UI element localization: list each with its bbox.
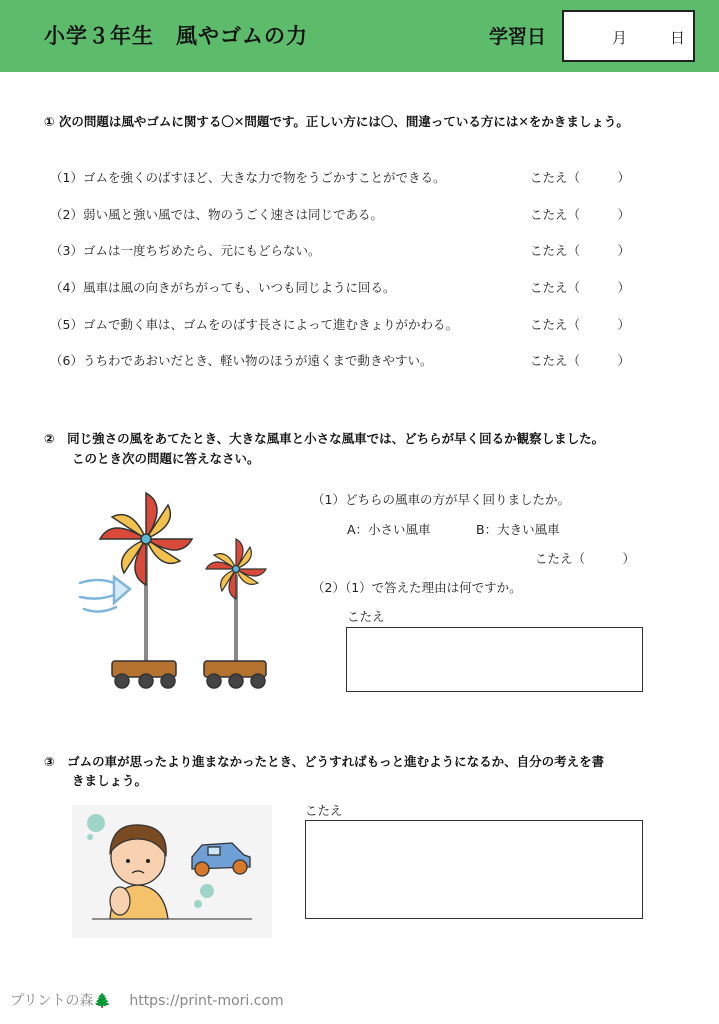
q2-heading-line1: ② 同じ強さの風をあてたとき、大きな風車と小さな風車では、どちらが早く回るか観察しました。: [44, 431, 605, 446]
pinwheel-illustration: [76, 485, 286, 695]
q1-item-6: （6）うちわであおいだとき、軽い物のほうが遠くまで動きやすい。: [50, 353, 433, 368]
q1-item-5: （5）ゴムで動く車は、ゴムをのばす長さによって進むきょりがかわる。: [50, 317, 458, 332]
q1-answer-3[interactable]: こたえ（ ）: [530, 243, 631, 258]
day-label: 日: [670, 29, 686, 47]
q1-item-3: （3）ゴムは一度ちぢめたら、元にもどらない。: [50, 243, 321, 258]
q1-item-1: （1）ゴムを強くのばすほど、大きな力で物をうごかすことができる。: [50, 170, 446, 185]
q2-box-label: こたえ: [347, 609, 385, 624]
thinking-boy-illustration: [72, 805, 272, 938]
q1-answer-6[interactable]: こたえ（ ）: [530, 353, 631, 368]
q1-item-2: （2）弱い風と強い風では、物のうごく速さは同じである。: [50, 207, 383, 222]
q3-box-label: こたえ: [305, 803, 343, 818]
q2-answer[interactable]: こたえ（ ）: [535, 551, 636, 566]
footer: [10, 990, 284, 1010]
q1-answer-2[interactable]: こたえ（ ）: [530, 207, 631, 222]
thought-bubble-icon: [87, 814, 105, 832]
q2-sub2: （2）（1）で答えた理由は何ですか。: [312, 580, 522, 595]
q3-heading-line2: きましょう。: [72, 773, 148, 788]
boy-icon: [110, 825, 168, 919]
q1-answer-1[interactable]: こたえ（ ）: [530, 170, 631, 185]
footer-brand: プリントの森🌲: [10, 993, 111, 1009]
q3-answer-box[interactable]: [305, 820, 643, 919]
q1-answer-5[interactable]: こたえ（ ）: [530, 317, 631, 332]
small-cart: [204, 661, 266, 688]
q2-answer-box[interactable]: [346, 627, 643, 692]
date-label: 学習日: [489, 26, 547, 48]
q1-answer-4[interactable]: こたえ（ ）: [530, 280, 631, 295]
q1-item-4: （4）風車は風の向きがちがっても、いつも同じように回る。: [50, 280, 396, 295]
small-pinwheel-icon: [206, 539, 266, 599]
q2-option-b: B：大きい風車: [476, 522, 560, 537]
large-pinwheel-icon: [100, 493, 192, 585]
q3-heading-line1: ③ ゴムの車が思ったより進まなかったとき、どうすればもっと進むようになるか、自分の考えを書: [44, 754, 605, 769]
q2-heading-line2: このとき次の問題に答えなさい。: [72, 451, 260, 466]
q1-heading: ① 次の問題は風やゴムに関する〇✕問題です。正しい方には〇、間違っている方には✕をかきましょう。: [44, 114, 629, 129]
footer-url[interactable]: https://print-mori.com: [129, 993, 284, 1009]
date-input-box[interactable]: [562, 10, 695, 62]
large-cart: [112, 661, 176, 688]
header-bar: [0, 0, 719, 72]
month-label: 月: [612, 29, 628, 47]
q2-sub1: （1）どちらの風車の方が早く回りましたか。: [312, 492, 570, 507]
worksheet-title: 小学３年生 風やゴムの力: [44, 24, 308, 48]
q2-option-a: A：小さい風車: [347, 522, 431, 537]
wind-arrow-icon: [80, 577, 130, 612]
